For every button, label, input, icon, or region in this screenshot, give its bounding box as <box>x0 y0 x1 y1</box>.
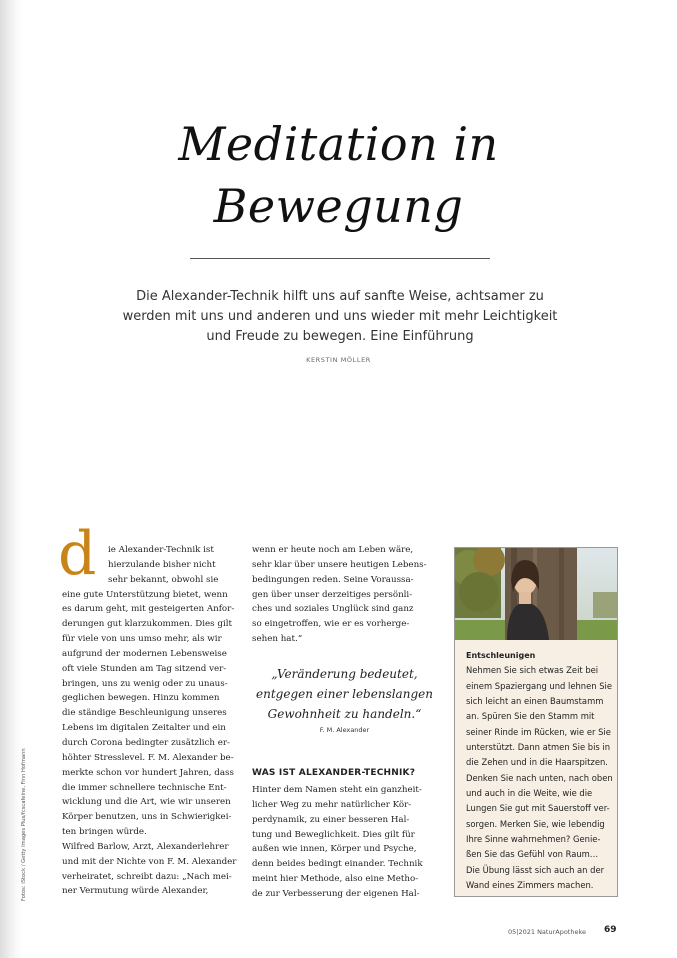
sidebar-line: unterstützt. Dann atmen Sie bis in <box>466 742 611 753</box>
sidebar-line: die Zehen und in die Haarspitzen. <box>466 757 608 768</box>
body-line: außen wie innen, Körper und Psyche, <box>252 844 417 855</box>
section-subheading: WAS IST ALEXANDER-TECHNIK? <box>252 768 416 778</box>
lead-line-3: und Freude zu bewegen. Eine Einführung <box>206 329 474 344</box>
article-title-line-1: Meditation in <box>178 117 499 171</box>
body-line: Körper benutzen, uns in Schwierigkei- <box>62 812 232 823</box>
drop-cap: d <box>58 519 97 589</box>
body-line: für viele von uns umso mehr, als wir <box>62 634 222 645</box>
body-line: ten bringen würde. <box>62 827 147 838</box>
body-line: durch Corona bedingter zusätzlich er- <box>62 737 230 748</box>
sidebar-line: ßen Sie das Gefühl von Raum… <box>466 849 599 860</box>
sidebar-line: einem Spaziergang und lehnen Sie <box>466 680 613 691</box>
pull-quote-line-2: entgegen einer lebenslangen <box>256 687 433 701</box>
title-divider <box>190 258 490 259</box>
page-number: 69 <box>604 925 617 935</box>
body-line: und mit der Nichte von F. M. Alexander <box>62 856 237 867</box>
body-line: hierzulande bisher nicht <box>108 559 216 570</box>
body-line: meint hier Methode, also eine Metho- <box>252 874 419 885</box>
sidebar-line: Nehmen Sie sich etwas Zeit bei <box>466 665 599 676</box>
footer-issue: 05|2021 NaturApotheke <box>508 928 587 936</box>
body-line: wenn er heute noch am Leben wäre, <box>252 545 414 555</box>
body-line: denn beides bedingt einander. Technik <box>252 859 423 870</box>
article-title-line-2: Bewegung <box>213 179 464 233</box>
body-line: derungen gut klarzukommen. Dies gilt <box>62 619 233 630</box>
body-column-2-continued <box>252 783 437 902</box>
body-line: die ständige Beschleunigung unseres <box>62 708 227 719</box>
body-column-2 <box>252 543 437 647</box>
sidebar-line: Ihre Sinne wahrnehmen? Genie- <box>466 834 601 845</box>
sidebar-line: Wand eines Zimmers machen. <box>466 880 594 891</box>
body-line: Wilfred Barlow, Arzt, Alexanderlehrer <box>62 841 229 852</box>
lead-line-1: Die Alexander-Technik hilft uns auf sanfte Weise, achtsamer zu <box>136 289 544 304</box>
body-line: ner Vermutung würde Alexander, <box>62 886 209 897</box>
body-line: de zur Verbesserung der eigenen Hal- <box>252 888 420 899</box>
body-line: Lebens im digitalen Zeitalter und ein <box>62 723 226 734</box>
body-line: tung und Beweglichkeit. Dies gilt für <box>252 829 415 840</box>
body-line: aufgrund der modernen Lebensweise <box>62 648 227 659</box>
body-line: perdynamik, zu einer besseren Hal- <box>252 814 410 825</box>
sidebar-line: und auch in die Weite, wie die <box>466 788 593 799</box>
body-line: eine gute Unterstützung bietet, wenn <box>62 589 228 600</box>
sidebar-line: Denken Sie nach unten, nach oben <box>466 772 613 783</box>
body-line: verheiratet, schreibt dazu: „Nach mei- <box>62 871 232 882</box>
body-line: geglichen bewegen. Hinzu kommen <box>62 693 220 704</box>
sidebar-heading: Entschleunigen <box>466 651 536 660</box>
body-line: bedingungen reden. Seine Voraussa- <box>252 574 414 585</box>
body-line: sehr bekannt, obwohl sie <box>108 574 219 585</box>
body-line: oft viele Stunden am Tag sitzend ver- <box>62 663 227 674</box>
body-line: es darum geht, mit gesteigerten Anfor- <box>62 604 235 615</box>
sidebar-text <box>466 648 613 894</box>
photo-credit: Fotos: iStock / Getty Images Plus/fcscafeine, Finn Hofmann <box>21 748 27 901</box>
body-line: ches und soziales Unglück sind ganz <box>252 604 414 615</box>
sidebar-line: seiner Rinde im Rücken, wie er Sie <box>466 726 611 737</box>
pull-quote-author: F. M. Alexander <box>319 726 370 734</box>
body-line: so eingetroffen, wie er es vorherge- <box>252 619 410 630</box>
body-line: bringen, uns zu wenig oder zu unaus- <box>62 678 228 689</box>
body-line: gen über unser derzeitiges persönli- <box>252 589 413 600</box>
body-line: merkte schon vor hundert Jahren, dass <box>62 767 234 778</box>
lead-line-2: werden mit uns und anderen und uns wieder mit mehr Leichtigkeit <box>122 309 558 324</box>
body-line: Hinter dem Namen steht ein ganzheit- <box>252 785 422 795</box>
sidebar-line: Die Übung lässt sich auch an der <box>466 864 605 875</box>
pull-quote-line-3: Gewohnheit zu handeln.“ <box>267 707 422 721</box>
tree-photo <box>455 548 617 640</box>
sidebar-line: Lungen Sie gut mit Sauerstoff ver- <box>466 803 610 814</box>
body-line: ie Alexander-Technik ist <box>108 545 214 555</box>
body-line: höhter Stresslevel. F. M. Alexander be- <box>62 752 234 763</box>
sidebar-line: sich leicht an einen Baumstamm <box>466 696 604 707</box>
body-line: wicklung und die Art, wie wir unseren <box>62 797 231 808</box>
body-line: sehr klar über unsere heutigen Lebens- <box>252 559 427 570</box>
sidebar-box <box>454 547 618 897</box>
sidebar-line: sorgen. Merken Sie, wie lebendig <box>466 818 605 829</box>
body-column-1 <box>62 543 242 899</box>
sidebar-line: an. Spüren Sie den Stamm mit <box>466 711 595 722</box>
pull-quote-line-1: „Veränderung bedeutet, <box>271 667 418 681</box>
body-line: sehen hat.“ <box>252 634 303 645</box>
body-line: licher Weg zu mehr natürlicher Kör- <box>252 799 412 810</box>
author-byline: KERSTIN MÖLLER <box>306 356 371 364</box>
body-line: die immer schnellere technische Ent- <box>62 782 227 793</box>
